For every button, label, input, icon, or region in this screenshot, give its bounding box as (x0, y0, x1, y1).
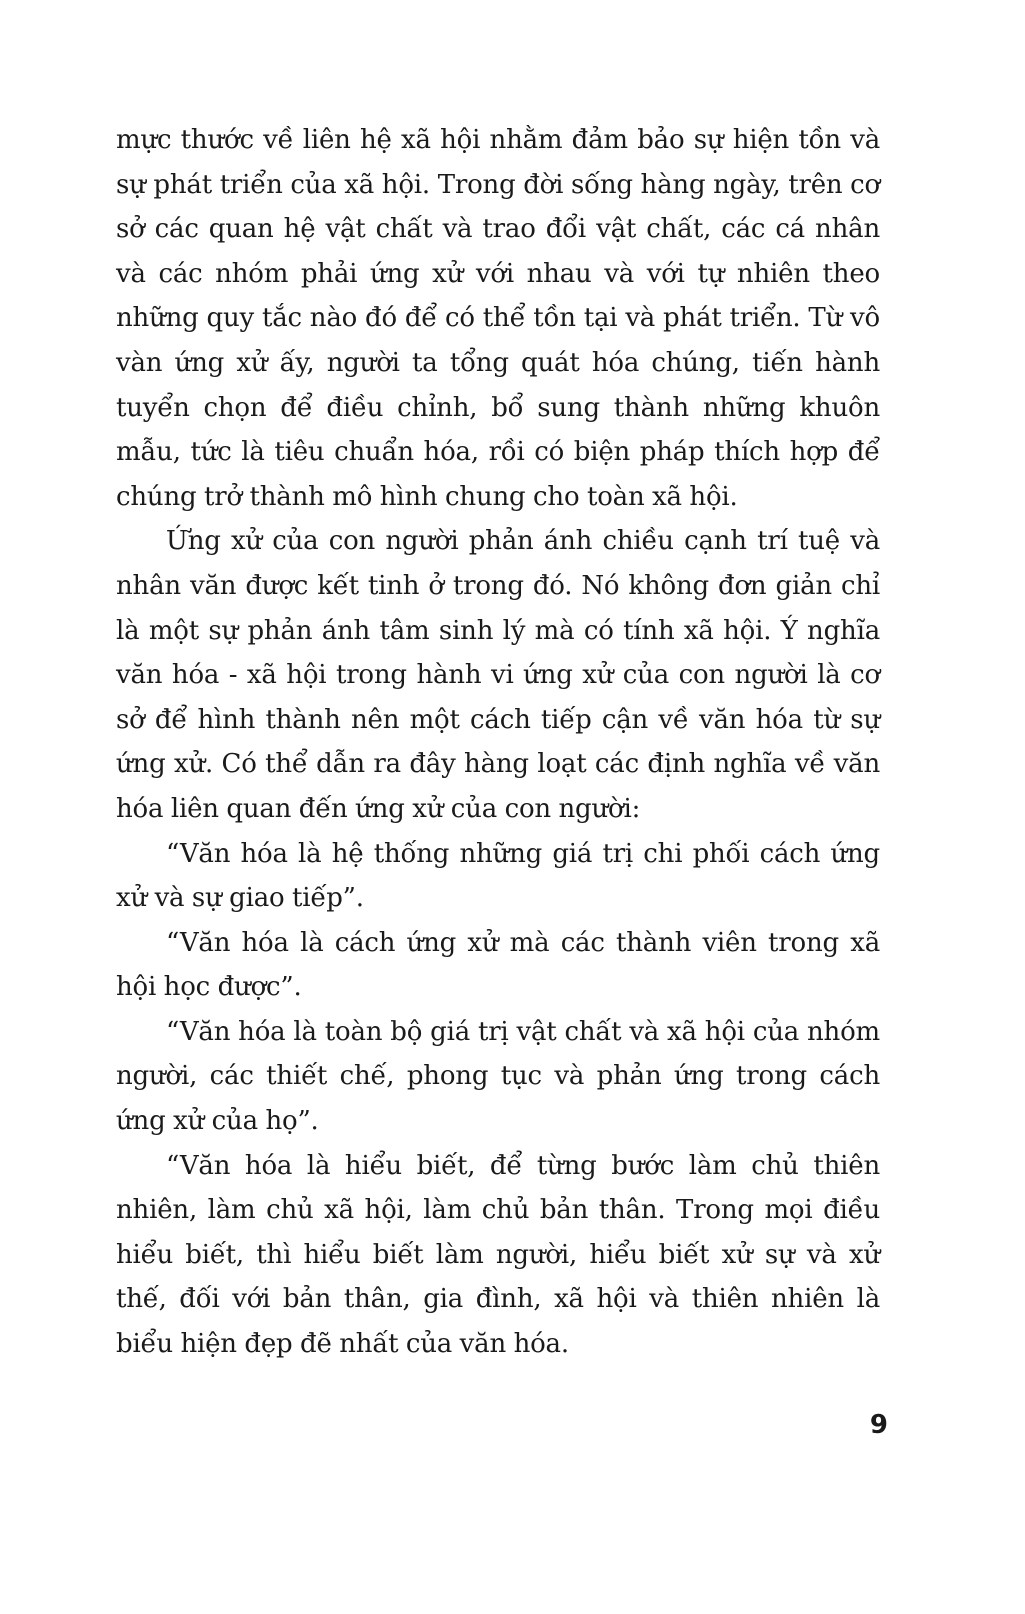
quote-definition-2: “Văn hóa là cách ứng xử mà các thành viên trong xã hội học được”. (116, 927, 880, 1003)
quote-definition-3: “Văn hóa là toàn bộ giá trị vật chất và xã hội của nhóm người, các thiết chế, phong tục và phản ứng trong cách ứng xử của họ”. (116, 1016, 880, 1137)
page-number: 9 (869, 1410, 888, 1440)
paragraph-continuation: mực thước về liên hệ xã hội nhằm đảm bảo sự hiện tồn và sự phát triển của xã hội. Trong đời sống hàng ngày, trên cơ sở các quan hệ vật chất và trao đổi vật chất, các cá nhân và các nhóm phải ứng xử với nhau và với tự nhiên theo những quy tắc nào đó để có thể tồn tại và phát triển. Từ vô vàn ứng xử ấy, người ta tổng quát hóa chúng, tiến hành tuyển chọn để điều chỉnh, bổ sung thành những khuôn mẫu, tức là tiêu chuẩn hóa, rồi có biện pháp thích hợp để chúng trở thành mô hình chung cho toàn xã hội. (116, 125, 880, 512)
body-text (116, 118, 880, 1367)
paragraph-behavior: Ứng xử của con người phản ánh chiều cạnh trí tuệ và nhân văn được kết tinh ở trong đó. Nó không đơn giản chỉ là một sự phản ánh tâm sinh lý mà có tính xã hội. Ý nghĩa văn hóa - xã hội trong hành vi ứng xử của con người là cơ sở để hình thành nên một cách tiếp cận về văn hóa từ sự ứng xử. Có thể dẫn ra đây hàng loạt các định nghĩa về văn hóa liên quan đến ứng xử của con người: (116, 526, 880, 824)
quote-definition-1: “Văn hóa là hệ thống những giá trị chi phối cách ứng xử và sự giao tiếp”. (116, 838, 880, 914)
quote-definition-4: “Văn hóa là hiểu biết, để từng bước làm chủ thiên nhiên, làm chủ xã hội, làm chủ bản thân. Trong mọi điều hiểu biết, thì hiểu biết làm người, hiểu biết xử sự và xử thế, đối với bản thân, gia đình, xã hội và thiên nhiên là biểu hiện đẹp đẽ nhất của văn hóa. (116, 1150, 880, 1360)
